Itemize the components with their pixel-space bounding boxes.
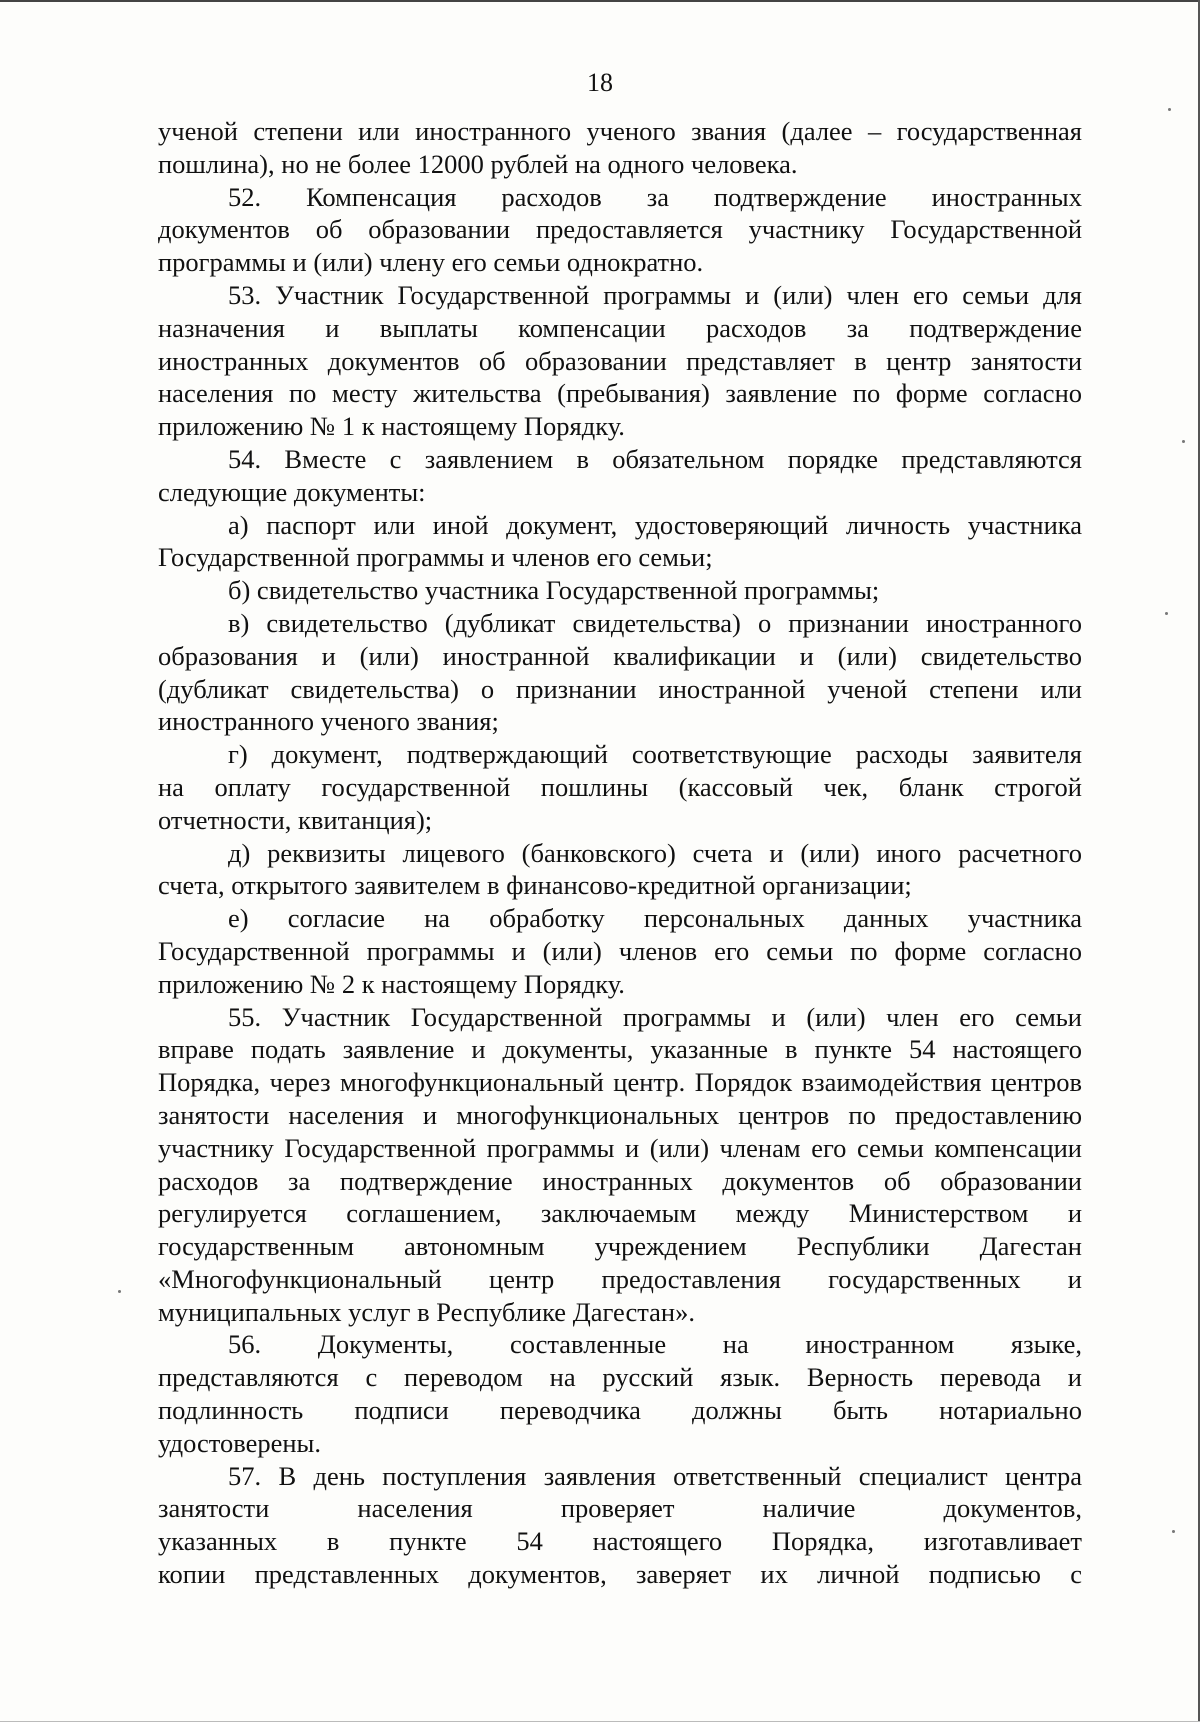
text-line: государственным автономным учреждением Республики Дагестан xyxy=(158,1231,1082,1262)
text-line: муниципальных услуг в Республике Дагестан». xyxy=(158,1296,695,1327)
text-line: Государственной программы и (или) членов его семьи по форме согласно xyxy=(158,935,1082,966)
text-line: а) паспорт или иной документ, удостоверяющий личность участника xyxy=(228,509,1082,540)
text-line: занятости населения и многофункциональных центров по предоставлению xyxy=(158,1099,1082,1130)
text-line: приложению № 2 к настоящему Порядку. xyxy=(158,968,625,999)
text-line: д) реквизиты лицевого (банковского) счета и (или) иного расчетного xyxy=(228,837,1082,868)
text-line: копии представленных документов, заверяет их личной подписью с xyxy=(158,1559,1082,1590)
text-line: образования и (или) иностранной квалификации и (или) свидетельство xyxy=(158,640,1082,671)
text-line: 55. Участник Государственной программы и (или) член его семьи xyxy=(228,1001,1082,1032)
text-line: 53. Участник Государственной программы и (или) член его семьи для xyxy=(228,279,1082,310)
text-line: ученой степени или иностранного ученого звания (далее – государственная xyxy=(158,116,1082,146)
text-line: населения по месту жительства (пребывания) заявление по форме согласно xyxy=(158,378,1082,409)
text-line: следующие документы: xyxy=(158,476,426,507)
text-line: представляются с переводом на русский язык. Верность перевода и xyxy=(158,1362,1082,1393)
text-line: регулируется соглашением, заключаемым между Министерством и xyxy=(158,1198,1082,1229)
text-line: б) свидетельство участника Государственной программы; xyxy=(228,575,880,606)
text-line: участнику Государственной программы и (или) членам его семьи компенсации xyxy=(158,1132,1082,1163)
text-line: 56. Документы, составленные на иностранном языке, xyxy=(228,1329,1082,1360)
document-body xyxy=(158,115,1082,1591)
text-line: занятости населения проверяет наличие документов, xyxy=(158,1493,1082,1524)
text-line: приложению № 1 к настоящему Порядку. xyxy=(158,411,625,442)
text-line: 54. Вместе с заявлением в обязательном порядке представляются xyxy=(228,443,1082,474)
scan-speck xyxy=(1172,1530,1175,1533)
text-line: на оплату государственной пошлины (кассовый чек, бланк строгой xyxy=(158,771,1082,802)
text-line: 57. В день поступления заявления ответственный специалист центра xyxy=(228,1460,1082,1491)
text-line: в) свидетельство (дубликат свидетельства) о признании иностранного xyxy=(228,607,1082,638)
text-line: программы и (или) члену его семьи однократно. xyxy=(158,247,704,278)
text-line: удостоверены. xyxy=(158,1427,321,1458)
text-line: пошлина), но не более 12000 рублей на одного человека. xyxy=(158,148,798,179)
text-line: е) согласие на обработку персональных данных участника xyxy=(228,903,1082,934)
text-line: иностранных документов об образовании представляет в центр занятости xyxy=(158,345,1082,376)
text-line: 52. Компенсация расходов за подтверждение иностранных xyxy=(228,181,1082,212)
text-line: документов об образовании предоставляется участнику Государственной xyxy=(158,214,1082,245)
scan-speck xyxy=(1168,108,1171,111)
text-line: Государственной программы и членов его семьи; xyxy=(158,542,713,573)
text-line: г) документ, подтверждающий соответствующие расходы заявителя xyxy=(228,739,1082,770)
text-line: иностранного ученого звания; xyxy=(158,706,499,737)
text-line: «Многофункциональный центр предоставления государственных и xyxy=(158,1263,1082,1294)
text-line: отчетности, квитанция); xyxy=(158,804,433,835)
text-line: Порядка, через многофункциональный центр. Порядок взаимодействия центров xyxy=(158,1067,1082,1098)
text-line: назначения и выплаты компенсации расходов за подтверждение xyxy=(158,312,1082,343)
text-line: подлинность подписи переводчика должны быть нотариально xyxy=(158,1395,1082,1426)
scan-speck xyxy=(118,1290,121,1293)
scan-speck xyxy=(1165,612,1168,615)
text-line: счета, открытого заявителем в финансово-кредитной организации; xyxy=(158,870,912,901)
text-line: указанных в пункте 54 настоящего Порядка, изготавливает xyxy=(158,1526,1082,1557)
text-line: расходов за подтверждение иностранных документов об образовании xyxy=(158,1165,1082,1196)
text-line: вправе подать заявление и документы, указанные в пункте 54 настоящего xyxy=(158,1034,1082,1065)
text-line: (дубликат свидетельства) о признании иностранной ученой степени или xyxy=(158,673,1082,704)
scan-speck xyxy=(1182,440,1185,443)
scan-edge-top xyxy=(0,0,1200,2)
page-number: 18 xyxy=(587,68,613,97)
